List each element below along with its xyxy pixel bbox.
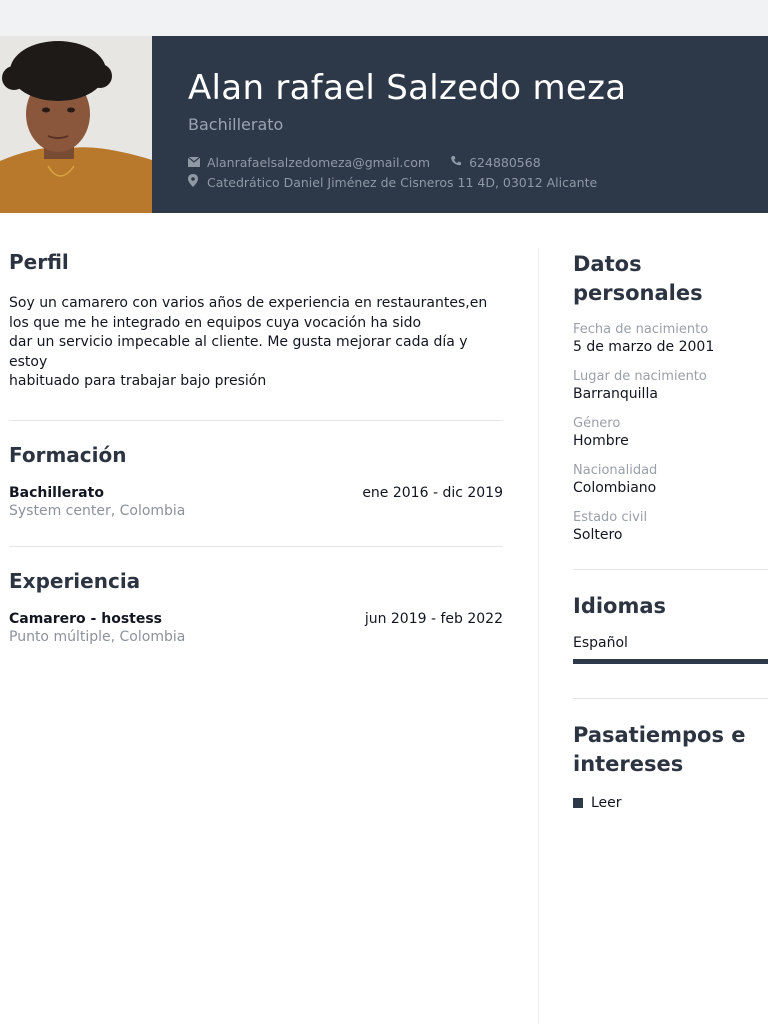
contact-line-1 — [188, 155, 541, 170]
profile-heading: Perfil — [9, 250, 69, 274]
language-level-bar — [573, 659, 768, 664]
section-divider — [573, 698, 768, 699]
field-gender — [573, 416, 768, 449]
map-pin-icon — [188, 174, 201, 190]
language-item — [573, 635, 768, 664]
side-column — [573, 250, 768, 811]
hobbies-heading-line-2: intereses — [573, 752, 684, 776]
field-value: 5 de marzo de 2001 — [573, 339, 715, 355]
education-degree: Bachillerato — [9, 484, 104, 501]
field-marital-status — [573, 510, 768, 543]
main-column — [9, 250, 503, 645]
hobby-label: Leer — [591, 795, 622, 811]
candidate-title: Bachillerato — [188, 115, 284, 134]
candidate-name: Alan rafael Salzedo meza — [188, 68, 627, 108]
field-label: Lugar de nacimiento — [573, 369, 707, 384]
experience-company: Punto múltiple, Colombia — [9, 628, 186, 645]
education-section — [9, 443, 503, 519]
field-birthplace — [573, 369, 768, 402]
field-value: Barranquilla — [573, 386, 658, 402]
column-divider — [538, 248, 539, 1024]
field-value: Hombre — [573, 433, 629, 449]
field-label: Estado civil — [573, 510, 648, 525]
section-divider — [9, 546, 503, 547]
education-dates: ene 2016 - dic 2019 — [362, 484, 503, 501]
envelope-icon — [188, 155, 201, 170]
hobbies-heading — [573, 721, 768, 779]
personal-data-heading: Datos personales — [573, 252, 703, 305]
phone-number[interactable]: 624880568 — [469, 155, 541, 170]
profile-photo — [0, 36, 152, 213]
experience-section — [9, 569, 503, 645]
experience-role: Camarero - hostess — [9, 610, 163, 627]
experience-heading: Experiencia — [9, 568, 141, 593]
field-value: Colombiano — [573, 480, 657, 496]
field-label: Fecha de nacimiento — [573, 322, 709, 337]
education-institution: System center, Colombia — [9, 502, 186, 519]
field-nationality — [573, 463, 768, 496]
top-bar — [0, 0, 768, 36]
field-value: Soltero — [573, 527, 623, 543]
address-text: Catedrático Daniel Jiménez de Cisneros 11 4D, 03012 Alicante — [207, 174, 598, 190]
section-divider — [573, 569, 768, 570]
square-bullet-icon — [573, 798, 583, 808]
personal-data-section — [573, 250, 768, 543]
experience-dates: jun 2019 - feb 2022 — [364, 610, 503, 627]
education-heading: Formación — [9, 442, 127, 467]
languages-heading: Idiomas — [573, 594, 667, 618]
hobbies-heading-line-1: Pasatiempos e — [573, 723, 746, 747]
profile-section — [9, 250, 503, 392]
field-label: Género — [573, 416, 621, 431]
languages-section — [573, 592, 768, 664]
language-name: Español — [573, 635, 628, 651]
profile-text: Soy un camarero con varios años de experiencia en restaurantes,en los que me he integrado en equipos cuya vocación ha sido dar un servicio impecable al cliente. Me gusta mejorar cada día y estoy habituado para trabajar bajo presión — [9, 295, 488, 389]
education-entry — [9, 485, 503, 519]
phone-icon — [450, 155, 463, 170]
email-link[interactable]: Alanrafaelsalzedomeza@gmail.com — [207, 155, 431, 170]
section-divider — [9, 420, 503, 421]
hobbies-section — [573, 721, 768, 811]
hobby-item — [573, 795, 768, 811]
field-birthdate — [573, 322, 768, 355]
contact-line-2 — [188, 174, 597, 190]
resume-header — [0, 36, 768, 213]
experience-entry — [9, 611, 503, 645]
field-label: Nacionalidad — [573, 463, 658, 478]
